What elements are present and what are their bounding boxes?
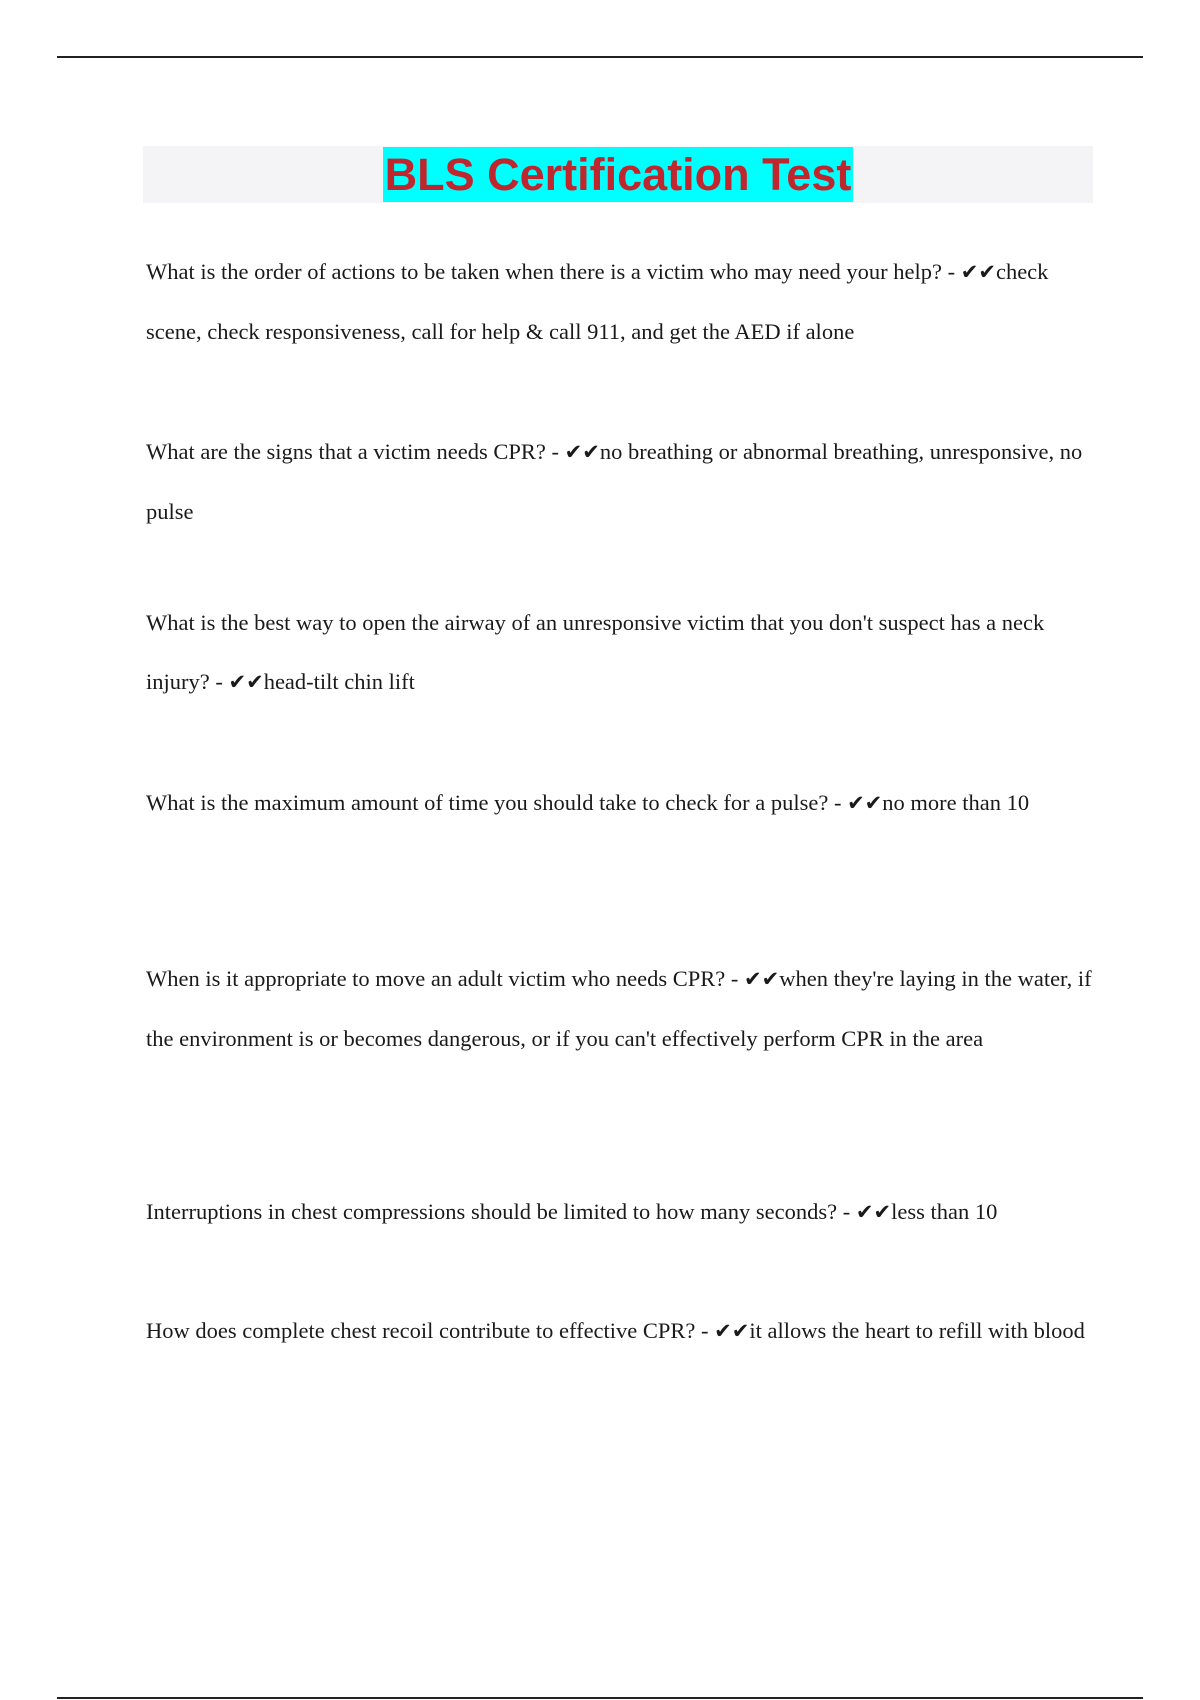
question-text: What is the maximum amount of time you should take to check for a pulse? (146, 790, 829, 815)
answer-text: when they're laying in the water, if the environment is or becomes dangerous, or if you can't effectively perform CPR in the area (146, 966, 1092, 1051)
question-text: What are the signs that a victim needs CPR? (146, 439, 546, 464)
separator: - (545, 439, 565, 464)
answer-text: no breathing or abnormal breathing, unresponsive, no pulse (146, 439, 1083, 524)
document-title: BLS Certification Test (384, 149, 852, 200)
qa-item-1 (146, 242, 1096, 361)
qa-item-5 (146, 949, 1096, 1068)
separator: - (695, 1318, 715, 1343)
separator: - (209, 669, 229, 694)
answer-text: check scene, check responsiveness, call for help & call 911, and get the AED if alone (146, 259, 1049, 344)
separator: - (725, 966, 745, 991)
question-text: When is it appropriate to move an adult victim who needs CPR? (146, 966, 726, 991)
separator: - (942, 259, 961, 284)
question-text: Interruptions in chest compressions should be limited to how many seconds? (146, 1199, 838, 1224)
qa-item-3 (146, 593, 1096, 712)
title-banner (143, 146, 1093, 203)
answer-text: less than 10 (891, 1199, 998, 1224)
check-mark-icon: ✔✔ (847, 791, 883, 815)
qa-item-7 (146, 1301, 1096, 1361)
check-mark-icon: ✔✔ (855, 1200, 892, 1224)
top-rule (57, 56, 1143, 58)
answer-text: it allows the heart to refill with blood (749, 1318, 1085, 1343)
question-text: How does complete chest recoil contribute to effective CPR? (146, 1318, 696, 1343)
answer-text: no more than 10 (882, 790, 1030, 815)
check-mark-icon: ✔✔ (228, 670, 264, 694)
check-mark-icon: ✔✔ (744, 967, 780, 991)
check-mark-icon: ✔✔ (714, 1319, 750, 1343)
qa-item-4 (146, 773, 1096, 833)
qa-item-6 (146, 1182, 1096, 1242)
answer-text: head-tilt chin lift (263, 669, 415, 694)
bottom-rule (57, 1697, 1143, 1699)
separator: - (828, 790, 848, 815)
separator: - (837, 1199, 856, 1224)
question-text: What is the best way to open the airway of an unresponsive victim that you don't suspect has a neck injury? (146, 610, 1045, 694)
qa-item-2 (146, 422, 1096, 541)
question-text: What is the order of actions to be taken when there is a victim who may need your help? (146, 259, 942, 284)
check-mark-icon: ✔✔ (564, 440, 600, 464)
check-mark-icon: ✔✔ (960, 260, 996, 284)
